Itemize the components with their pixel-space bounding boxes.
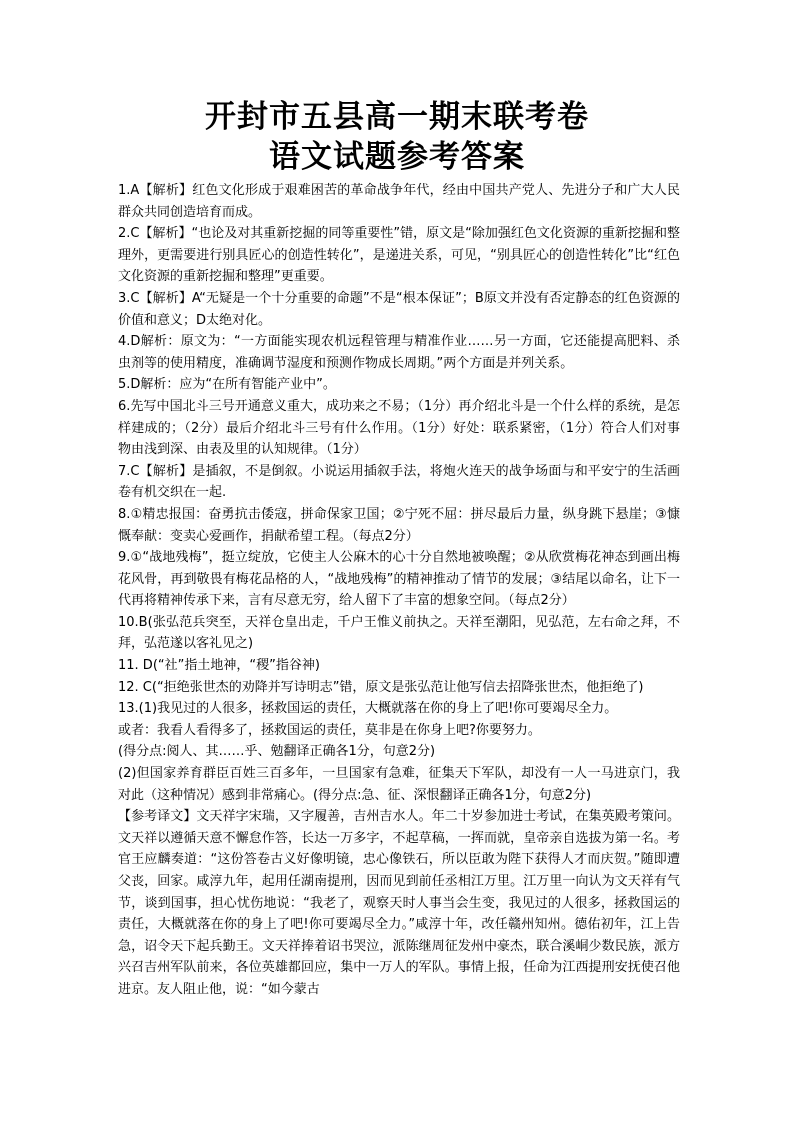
document-title: 开封市五县高一期末联考卷 (205, 99, 589, 135)
answer-paragraph: 12. C(“拒绝张世杰的劝降并写诗明志”错，原文是张弘范让他写信去招降张世杰，他拒绝了) (118, 679, 644, 695)
answer-paragraph: (2)但国家养育群臣百姓三百多年，一旦国家有急难，征集天下军队，却没有一人一马进京门，我对此（这种情况）感到非常痛心。(得分点:急、征、深恨翻译正确各1分，句意2分) (118, 766, 680, 803)
answer-paragraph: 或者：我看人看得多了，拯救国运的责任，莫非是在你身上吧?你要努力。 (118, 722, 541, 738)
answer-paragraph: 1.A【解析】红色文化形成于艰难困苦的革命战争年代，经由中国共产党人、先进分子和广大人民群众共同创造培育而成。 (118, 183, 680, 220)
answer-paragraph: 11. D(“社”指土地神，“稷”指谷神) (118, 658, 320, 674)
answer-paragraph: 3.C【解析】A“无疑是一个十分重要的命题”不是“根本保证”；B原文并没有否定静态的红色资源的价值和意义；D太绝对化。 (118, 290, 680, 328)
answer-paragraph: 2.C【解析】“也论及对其重新挖掘的同等重要性”错，原文是“除加强红色文化资源的重新挖掘和整理外，更需要进行别具匠心的创造性转化”，是递进关系，可见，“别具匠心的创造性转化”比“红色文化资源的重新挖掘和整理”更重要。 (118, 226, 680, 285)
answer-paragraph: (得分点:阅人、其……乎、勉翻译正确各1分，句意2分) (118, 744, 436, 760)
answer-paragraph: 5.D解析：应为“在所有智能产业中”。 (118, 377, 336, 393)
document-subtitle: 语文试题参考答案 (269, 139, 525, 175)
answer-paragraph: 10.B(张弘范兵突至，天祥仓皇出走，千户王惟义前执之。天祥至潮阳，见弘范，左右命之拜，不拜，弘范遂以客礼见之) (118, 614, 680, 652)
answer-body (118, 180, 680, 1001)
answer-paragraph: 【参考译文】文天祥字宋瑞，又字履善，吉州吉水人。年二十岁参加进士考试，在集英殿考策问。文天祥以遵循天意不懈怠作答，长达一万多字，不起草稿，一挥而就，皇帝亲自选拔为第一名。考官王应麟奏道：“这份答卷古义好像明镜，忠心像铁石，所以臣敢为陛下获得人才而庆贺。”随即遭父丧，回家。咸淳九年，起用任湖南提刑，因而见到前任丞相江万里。江万里一向认为文天祥有气节，谈到国事，担心忧伤地说：“我老了，观察天时人事当会生变，我见过的人很多，拯救国运的责任，大概就落在你的身上了吧!你可要竭尽全力。”咸淳十年，改任赣州知州。德佑初年，江上告急，诏令天下起兵勤王。文天祥捧着诏书哭泣，派陈继周征发州中豪杰，联合溪峒少数民族，派方兴召吉州军队前来，各位英雄都回应，集中一万人的军队。事情上报，任命为江西提刑安抚使召他进京。友人阻止他，说：“如今蒙古 (118, 809, 680, 997)
answer-paragraph: 13.(1)我见过的人很多，拯救国运的责任，大概就落在你的身上了吧!你可要竭尽全力。 (118, 701, 618, 717)
answer-paragraph: 7.C【解析】是插叙，不是倒叙。小说运用插叙手法，将炮火连天的战争场面与和平安宁的生活画卷有机交织在一起. (118, 463, 680, 501)
answer-paragraph: 8.①精忠报国：奋勇抗击倭寇，拼命保家卫国；②宁死不屈：拼尽最后力量，纵身跳下悬崖；③慷慨奉献：变卖心爱画作，捐献希望工程。（每点2分） (118, 506, 680, 544)
answer-paragraph: 4.D解析：原文为：“一方面能实现农机远程管理与精准作业……另一方面，它还能提高肥料、杀虫剂等的使用精度，准确调节湿度和预测作物成长周期。”两个方面是并列关系。 (118, 334, 680, 371)
answer-paragraph: 9.①“战地残梅”，挺立绽放，它使主人公麻木的心十分自然地被唤醒；②从欣赏梅花神态到画出梅花风骨，再到敬畏有梅花品格的人，“战地残梅”的精神推动了情节的发展；③结尾以命名，让下一代再将精神传承下来，言有尽意无穷，给人留下了丰富的想象空间。（每点2分） (118, 550, 680, 609)
answer-paragraph: 6.先写中国北斗三号开通意义重大，成功来之不易；（1分）再介绍北斗是一个什么样的系统，是怎样建成的；（2分）最后介绍北斗三号有什么作用。（1分）好处：联系紧密，（1分）符合人们对事物由浅到深、由表及里的认知规律。（1分） (118, 398, 680, 458)
